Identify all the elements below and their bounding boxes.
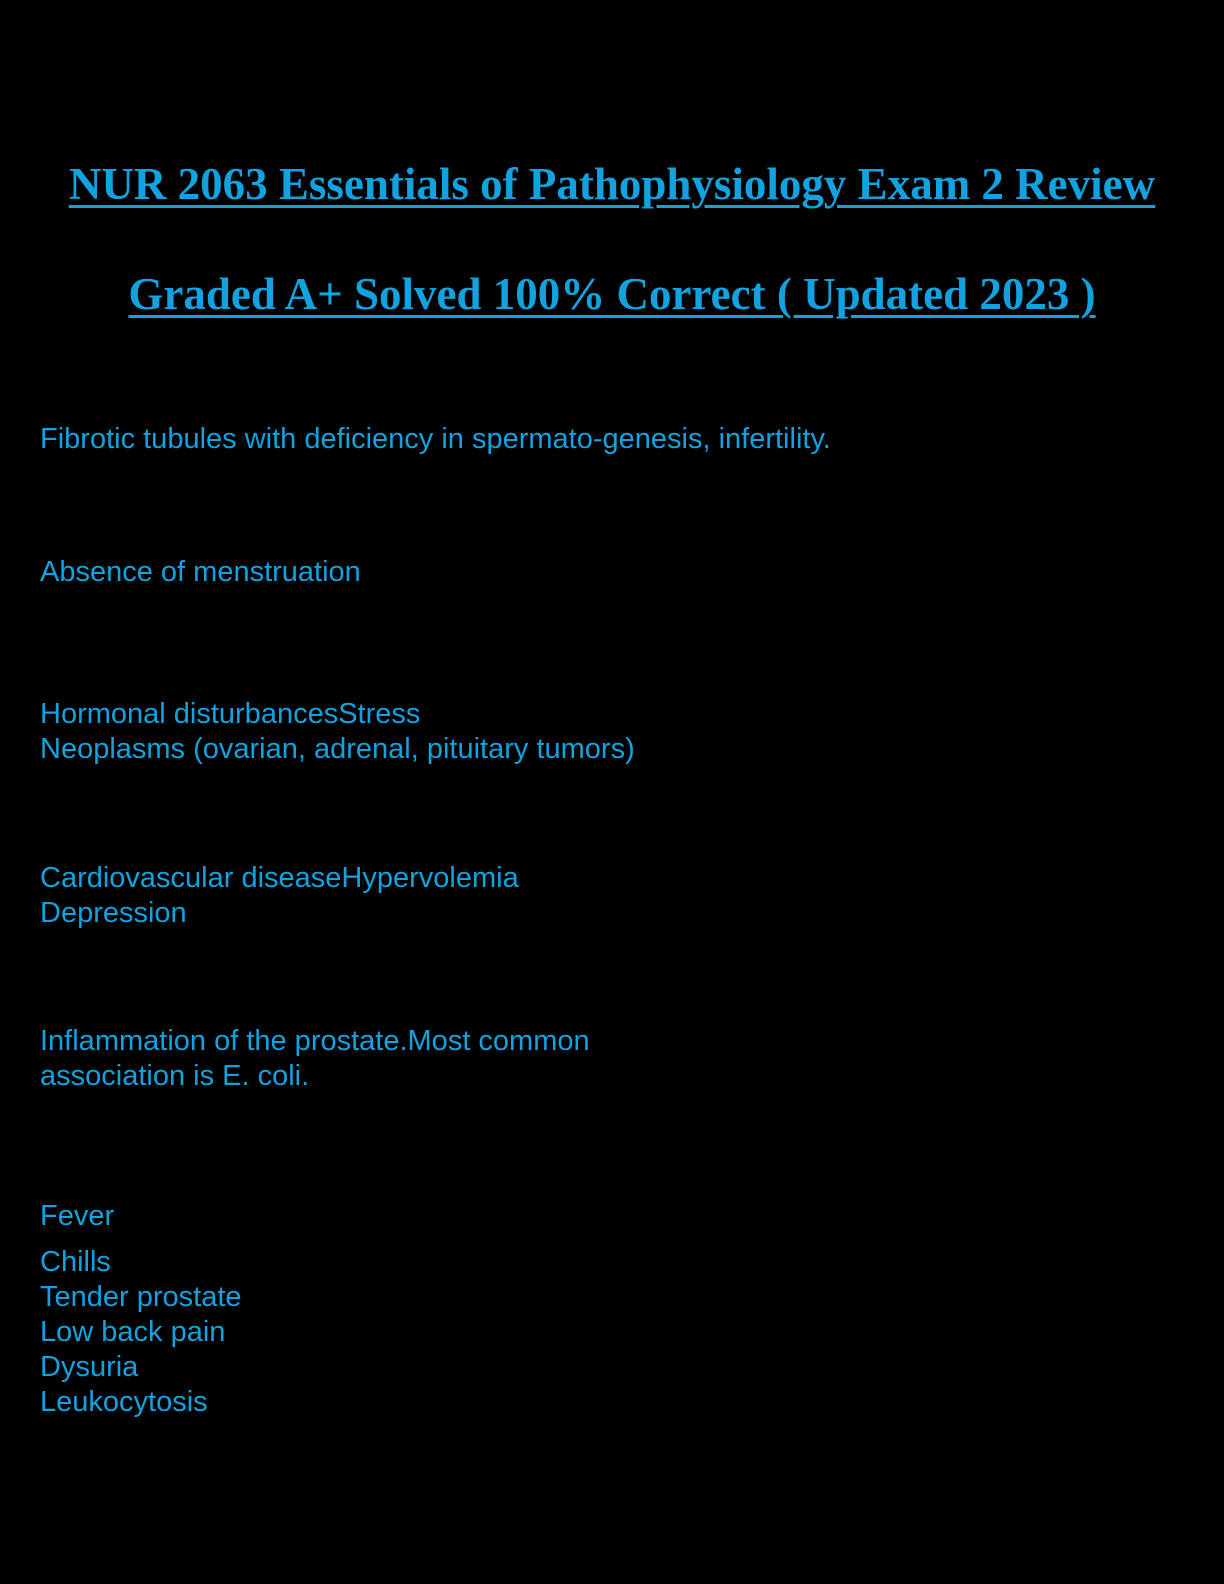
entry-line: Fever [40, 1200, 115, 1232]
document-title-line-1 [0, 156, 1224, 212]
entry-line: Cardiovascular diseaseHypervolemia [40, 862, 519, 894]
entry-line: Leukocytosis [40, 1386, 208, 1418]
answer-entry-6 [40, 1199, 242, 1420]
answer-entry-5 [40, 1024, 590, 1094]
entry-line: Hormonal disturbancesStress [40, 698, 421, 730]
entry-line: Absence of menstruation [40, 556, 361, 588]
document-title-line-2 [0, 266, 1224, 322]
entry-line: Low back pain [40, 1316, 226, 1348]
entry-line: Chills [40, 1246, 111, 1278]
answer-entry-2 [40, 555, 361, 590]
entry-line: Inflammation of the prostate.Most common [40, 1025, 590, 1057]
entry-line: Tender prostate [40, 1281, 242, 1313]
answer-entry-3 [40, 697, 635, 767]
entry-line: Depression [40, 897, 187, 929]
entry-line: Dysuria [40, 1351, 139, 1383]
answer-entry-1 [40, 422, 831, 457]
entry-line: Neoplasms (ovarian, adrenal, pituitary tumors) [40, 733, 635, 765]
title-text-1: NUR 2063 Essentials of Pathophysiology Exam 2 Review [68, 159, 1156, 210]
entry-line: association is E. coli. [40, 1060, 310, 1092]
entry-line: Fibrotic tubules with deficiency in spermato-genesis, infertility. [40, 423, 831, 455]
title-text-2: Graded A+ Solved 100% Correct ( Updated 2023 ) [128, 269, 1096, 320]
answer-entry-4 [40, 861, 519, 931]
